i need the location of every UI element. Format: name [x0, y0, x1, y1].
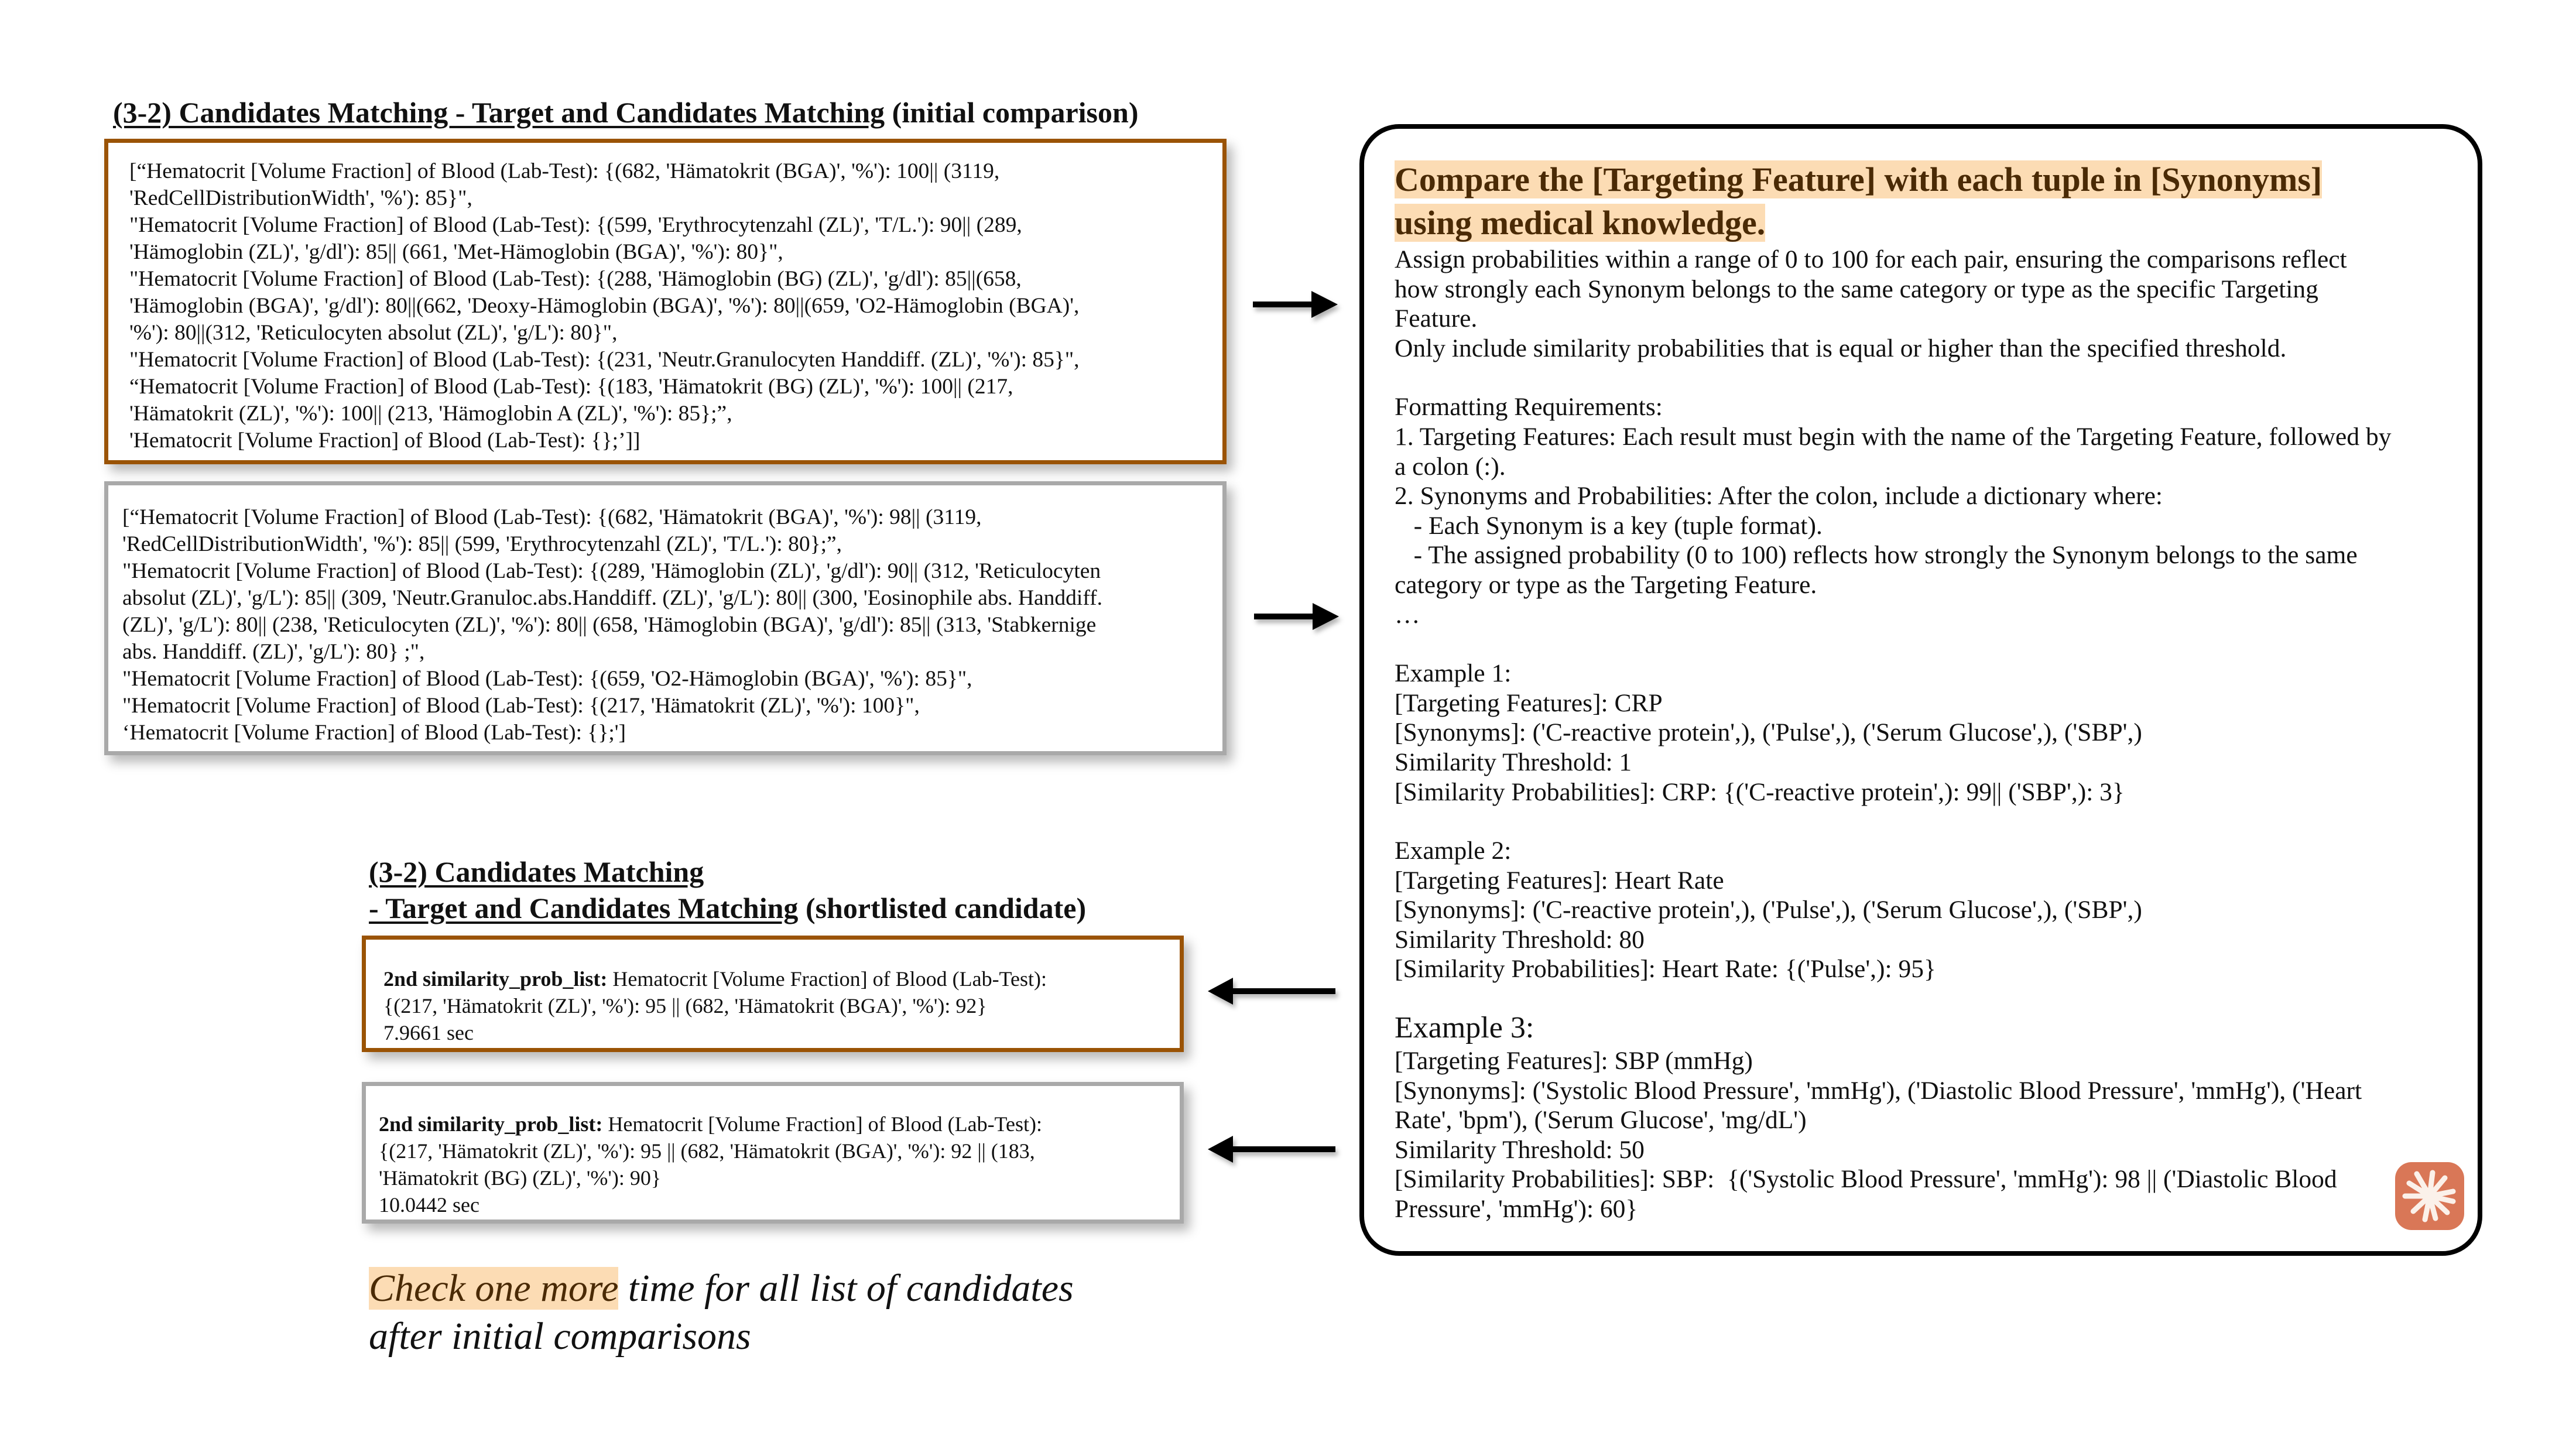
shortlist-heading-suffix: (shortlisted candidate)	[798, 892, 1087, 924]
result-line: "Hematocrit [Volume Fraction] of Blood (Lab-Test): {(288, 'Hämoglobin (BG) (ZL)', 'g/dl'): 85||(658,	[129, 267, 1022, 291]
example-line: [Targeting Features]: SBP (mmHg)	[1395, 1047, 1753, 1075]
result-line: 'Hematocrit [Volume Fraction] of Blood (Lab-Test): {};’]]	[129, 429, 640, 453]
result-line: (ZL)', 'g/L'): 80|| (238, 'Reticulocyten (ZL)', '%'): 80|| (658, 'Hämoglobin (BGA)', 'g/dl'): 85|| (313, 'Stabkernige	[122, 613, 1097, 637]
prompt-line: - The assigned probability (0 to 100) reflects how strongly the Synonym belongs to the same	[1395, 541, 2358, 570]
arrow-left-icon	[1208, 1136, 1337, 1163]
shortlist-label: 2nd similarity_prob_list:	[379, 1112, 603, 1136]
shortlist-heading	[369, 854, 1086, 926]
example-line: [Targeting Features]: Heart Rate	[1395, 866, 1724, 895]
prompt-line: how strongly each Synonym belongs to the same category or type as the specific Targeting	[1395, 275, 2318, 303]
result-line: 'Hämatokrit (ZL)', '%'): 100|| (213, 'Hämoglobin A (ZL)', '%'): 85};”,	[129, 402, 732, 426]
result-line: 'Hämoglobin (ZL)', 'g/dl'): 85|| (661, 'Met-Hämoglobin (BGA)', '%'): 80}",	[129, 240, 783, 264]
shortlist-text: Hematocrit [Volume Fraction] of Blood (Lab-Test):	[602, 1112, 1043, 1136]
result-line: "Hematocrit [Volume Fraction] of Blood (Lab-Test): {(217, 'Hämatokrit (ZL)', '%'): 100}",	[122, 694, 920, 718]
arrow-right-icon	[1254, 603, 1342, 630]
result-line: 'RedCellDistributionWidth', '%'): 85|| (599, 'Erythrocytenzahl (ZL)', 'T/L.'): 80};”,	[122, 532, 842, 556]
initial-comparison-heading	[113, 94, 1138, 131]
prompt-line: category or type as the Targeting Feature.	[1395, 570, 1817, 599]
result-line: 'RedCellDistributionWidth', '%'): 85}",	[129, 186, 472, 210]
shortlist-text: Hematocrit [Volume Fraction] of Blood (Lab-Test):	[607, 967, 1047, 991]
prompt-title-line: Compare the [Targeting Feature] with each tuple in [Synonyms]	[1395, 160, 2322, 198]
prompt-line: Only include similarity probabilities that is equal or higher than the specified threshold.	[1395, 334, 2287, 362]
example-line: Similarity Threshold: 1	[1395, 748, 1632, 776]
example-title: Example 3:	[1395, 1011, 1534, 1045]
example-line: [Targeting Features]: CRP	[1395, 688, 1663, 717]
shortlist-line	[379, 1111, 1180, 1138]
result-line: ‘Hematocrit [Volume Fraction] of Blood (Lab-Test): {};']	[122, 721, 626, 745]
example-line: Rate', 'bpm'), ('Serum Glucose', 'mg/dL')	[1395, 1106, 1807, 1135]
example-line: [Synonyms]: ('C-reactive protein',), ('Pulse',), ('Serum Glucose',), ('SBP',)	[1395, 896, 2142, 924]
result-line: "Hematocrit [Volume Fraction] of Blood (Lab-Test): {(231, 'Neutr.Granulocyten Handdiff. (ZL)', '%'): 85}",	[129, 348, 1080, 372]
shortlist-heading-line1: (3-2) Candidates Matching	[369, 855, 704, 888]
example-line: Similarity Threshold: 80	[1395, 925, 1645, 954]
example-line: Similarity Threshold: 50	[1395, 1135, 1645, 1164]
example-title: Example 1:	[1395, 659, 1512, 688]
initial-results-alt-box	[104, 481, 1227, 755]
elapsed-time: 7.9661 sec	[383, 1021, 474, 1044]
prompt-line: a colon (:).	[1395, 452, 1506, 481]
heading-underlined-part: (3-2) Candidates Matching - Target and Candidates Matching	[113, 96, 885, 129]
elapsed-time: 10.0442 sec	[379, 1193, 479, 1217]
result-line: abs. Handdiff. (ZL)', 'g/L'): 80} ;",	[122, 640, 425, 664]
prompt-title	[1395, 158, 2454, 245]
example-2	[1395, 836, 2454, 984]
example-line: [Synonyms]: ('Systolic Blood Pressure', 'mmHg'), ('Diastolic Blood Pressure', 'mmHg'), ('Heart	[1395, 1076, 2362, 1105]
result-line: [“Hematocrit [Volume Fraction] of Blood (Lab-Test): {(682, 'Hämatokrit (BGA)', '%'): 98|| (3119,	[122, 505, 982, 529]
result-line: "Hematocrit [Volume Fraction] of Blood (Lab-Test): {(599, 'Erythrocytenzahl (ZL)', 'T/L.'): 90|| (289,	[129, 213, 1022, 237]
shortlist-line: 'Hämatokrit (BG) (ZL)', '%'): 90}	[379, 1166, 662, 1190]
shortlist-line	[383, 965, 1180, 992]
shortlist-highlighted-box	[362, 936, 1184, 1052]
shortlist-alt-box	[362, 1082, 1184, 1224]
note-text: after initial comparisons	[369, 1315, 751, 1358]
prompt-line: Assign probabilities within a range of 0 to 100 for each pair, ensuring the comparisons reflect	[1395, 245, 2347, 273]
prompt-line: - Each Synonym is a key (tuple format).	[1395, 511, 1823, 540]
starburst-logo-icon	[2395, 1162, 2464, 1230]
shortlist-heading-line2: - Target and Candidates Matching	[369, 892, 799, 924]
prompt-panel	[1359, 124, 2482, 1256]
example-line: [Similarity Probabilities]: CRP: {('C-reactive protein',): 99|| ('SBP',): 3}	[1395, 777, 2125, 806]
result-line: 'Hämoglobin (BGA)', 'g/dl'): 80||(662, 'Deoxy-Hämoglobin (BGA)', '%'): 80||(659, 'O2-Hämoglobin (BGA)',	[129, 294, 1080, 318]
result-line: '%'): 80||(312, 'Reticulocyten absolut (ZL)', 'g/L'): 80}",	[129, 321, 618, 345]
note-text: time for all list of candidates	[618, 1267, 1074, 1310]
prompt-intro	[1395, 245, 2454, 363]
shortlist-line: {(217, 'Hämatokrit (ZL)', '%'): 95 || (682, 'Hämatokrit (BGA)', '%'): 92}	[383, 994, 987, 1018]
example-line: [Synonyms]: ('C-reactive protein',), ('Pulse',), ('Serum Glucose',), ('SBP',)	[1395, 718, 2142, 747]
initial-results-highlighted-box	[104, 139, 1227, 464]
prompt-line: 1. Targeting Features: Each result must begin with the name of the Targeting Feature, followed by	[1395, 422, 2392, 451]
result-line: “Hematocrit [Volume Fraction] of Blood (Lab-Test): {(183, 'Hämatokrit (BG) (ZL)', '%'): 100|| (217,	[129, 375, 1013, 399]
example-1	[1395, 659, 2454, 807]
result-line: absolut (ZL)', 'g/L'): 85|| (309, 'Neutr.Granuloc.abs.Handdiff. (ZL)', 'g/L'): 80|| (300, 'Eosinophile abs. Handdiff.	[122, 586, 1103, 610]
arrow-right-icon	[1253, 291, 1341, 318]
prompt-title-line: using medical knowledge.	[1395, 204, 1766, 242]
ellipsis: …	[1395, 600, 1420, 629]
note-highlight: Check one more	[369, 1267, 619, 1310]
prompt-content	[1395, 158, 2454, 1224]
arrow-left-icon	[1208, 978, 1337, 1005]
result-line: "Hematocrit [Volume Fraction] of Blood (Lab-Test): {(289, 'Hämoglobin (ZL)', 'g/dl'): 90|| (312, 'Reticulocyten	[122, 559, 1101, 583]
example-line: [Similarity Probabilities]: Heart Rate: {('Pulse',): 95}	[1395, 955, 1936, 984]
shortlist-line: {(217, 'Hämatokrit (ZL)', '%'): 95 || (682, 'Hämatokrit (BGA)', '%'): 92 || (183,	[379, 1139, 1035, 1163]
result-line: [“Hematocrit [Volume Fraction] of Blood (Lab-Test): {(682, 'Hämatokrit (BGA)', '%'): 100|| (3119,	[129, 159, 1000, 183]
example-line: [Similarity Probabilities]: SBP: {('Systolic Blood Pressure', 'mmHg'): 98 || ('Diastolic Blood	[1395, 1165, 2337, 1194]
prompt-line: Formatting Requirements:	[1395, 393, 1663, 422]
result-line: "Hematocrit [Volume Fraction] of Blood (Lab-Test): {(659, 'O2-Hämoglobin (BGA)', '%'): 85}",	[122, 667, 972, 691]
formatting-requirements	[1395, 392, 2454, 629]
example-line: Pressure', 'mmHg'): 60}	[1395, 1195, 1638, 1224]
recheck-note	[369, 1265, 1074, 1361]
example-title: Example 2:	[1395, 837, 1512, 865]
heading-suffix: (initial comparison)	[885, 96, 1139, 129]
prompt-line: 2. Synonyms and Probabilities: After the colon, include a dictionary where:	[1395, 482, 2163, 511]
shortlist-label: 2nd similarity_prob_list:	[383, 967, 608, 991]
example-3	[1395, 1010, 2454, 1224]
prompt-line: Feature.	[1395, 304, 1478, 333]
